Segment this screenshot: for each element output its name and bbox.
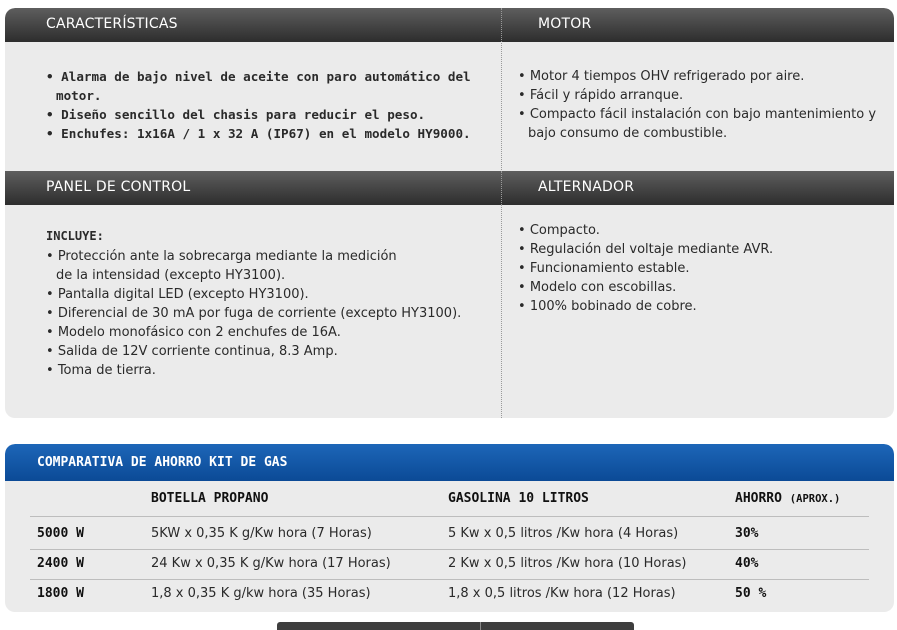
comparison-table [5, 444, 894, 612]
header-savings [735, 491, 840, 506]
control-title: PANEL DE CONTROL [46, 179, 191, 195]
row-divider [30, 579, 869, 580]
motor-item: • Compacto fácil instalación con bajo mantenimiento y bajo consumo de combustible. [518, 105, 878, 143]
row-propane: 1,8 x 0,35 K g/kw hora (35 Horas) [151, 586, 371, 601]
alternator-item: • Compacto. [518, 221, 878, 240]
row-savings: 40% [735, 556, 759, 571]
features-list [46, 67, 486, 143]
control-item: • Pantalla digital LED (excepto HY3100). [46, 285, 486, 304]
top-section-header [5, 8, 894, 42]
control-list [46, 247, 486, 380]
control-item: • Modelo monofásico con 2 enchufes de 16A. [46, 323, 486, 342]
row-divider [30, 516, 869, 517]
alternator-item: • Modelo con escobillas. [518, 278, 878, 297]
column-divider [501, 8, 502, 418]
row-gasoline: 2 Kw x 0,5 litros /Kw hora (10 Horas) [448, 556, 687, 571]
alternator-item: • 100% bobinado de cobre. [518, 297, 878, 316]
row-gasoline: 1,8 x 0,5 litros /Kw hora (12 Horas) [448, 586, 676, 601]
alternator-title: ALTERNADOR [538, 179, 635, 195]
row-divider [30, 549, 869, 550]
alternator-item: • Regulación del voltaje mediante AVR. [518, 240, 878, 259]
row-gasoline: 5 Kw x 0,5 litros /Kw hora (4 Horas) [448, 526, 679, 541]
tab-separator [480, 622, 481, 630]
header-propane: BOTELLA PROPANO [151, 491, 269, 506]
features-item: • Enchufes: 1x16A / 1 x 32 A (IP67) en el modelo HY9000. [46, 124, 486, 143]
features-item: • Diseño sencillo del chasis para reducir el peso. [46, 105, 486, 124]
row-power: 5000 W [37, 526, 84, 541]
features-item: • Alarma de bajo nivel de aceite con paro automático del motor. [46, 67, 486, 105]
row-savings: 50 % [735, 586, 767, 601]
includes-label: INCLUYE: [46, 229, 104, 243]
motor-item: • Fácil y rápido arranque. [518, 86, 878, 105]
header-divider [501, 171, 502, 205]
motor-list [518, 67, 878, 143]
row-savings: 30% [735, 526, 759, 541]
comparison-title: COMPARATIVA DE AHORRO KIT DE GAS [37, 455, 288, 470]
control-item: • Diferencial de 30 mA por fuga de corriente (excepto HY3100). [46, 304, 486, 323]
row-power: 1800 W [37, 586, 84, 601]
control-item: • Protección ante la sobrecarga mediante la medición de la intensidad (excepto HY3100). [46, 247, 416, 285]
row-propane: 24 Kw x 0,35 K g/Kw hora (17 Horas) [151, 556, 391, 571]
header-savings-label: AHORRO [735, 491, 782, 506]
row-power: 2400 W [37, 556, 84, 571]
row-propane: 5KW x 0,35 K g/Kw hora (7 Horas) [151, 526, 372, 541]
motor-item: • Motor 4 tiempos OHV refrigerado por aire. [518, 67, 878, 86]
control-item: • Salida de 12V corriente continua, 8.3 Amp. [46, 342, 486, 361]
alternator-list [518, 221, 878, 316]
features-panel [5, 8, 894, 418]
comparison-header [5, 444, 894, 481]
features-title: CARACTERÍSTICAS [46, 16, 178, 32]
motor-title: MOTOR [538, 16, 592, 32]
bottom-tab-bar [277, 622, 634, 630]
header-savings-note: (APROX.) [789, 493, 841, 505]
header-divider [501, 8, 502, 42]
header-gasoline: GASOLINA 10 LITROS [448, 491, 589, 506]
control-item: • Toma de tierra. [46, 361, 486, 380]
middle-section-header [5, 171, 894, 205]
alternator-item: • Funcionamiento estable. [518, 259, 878, 278]
